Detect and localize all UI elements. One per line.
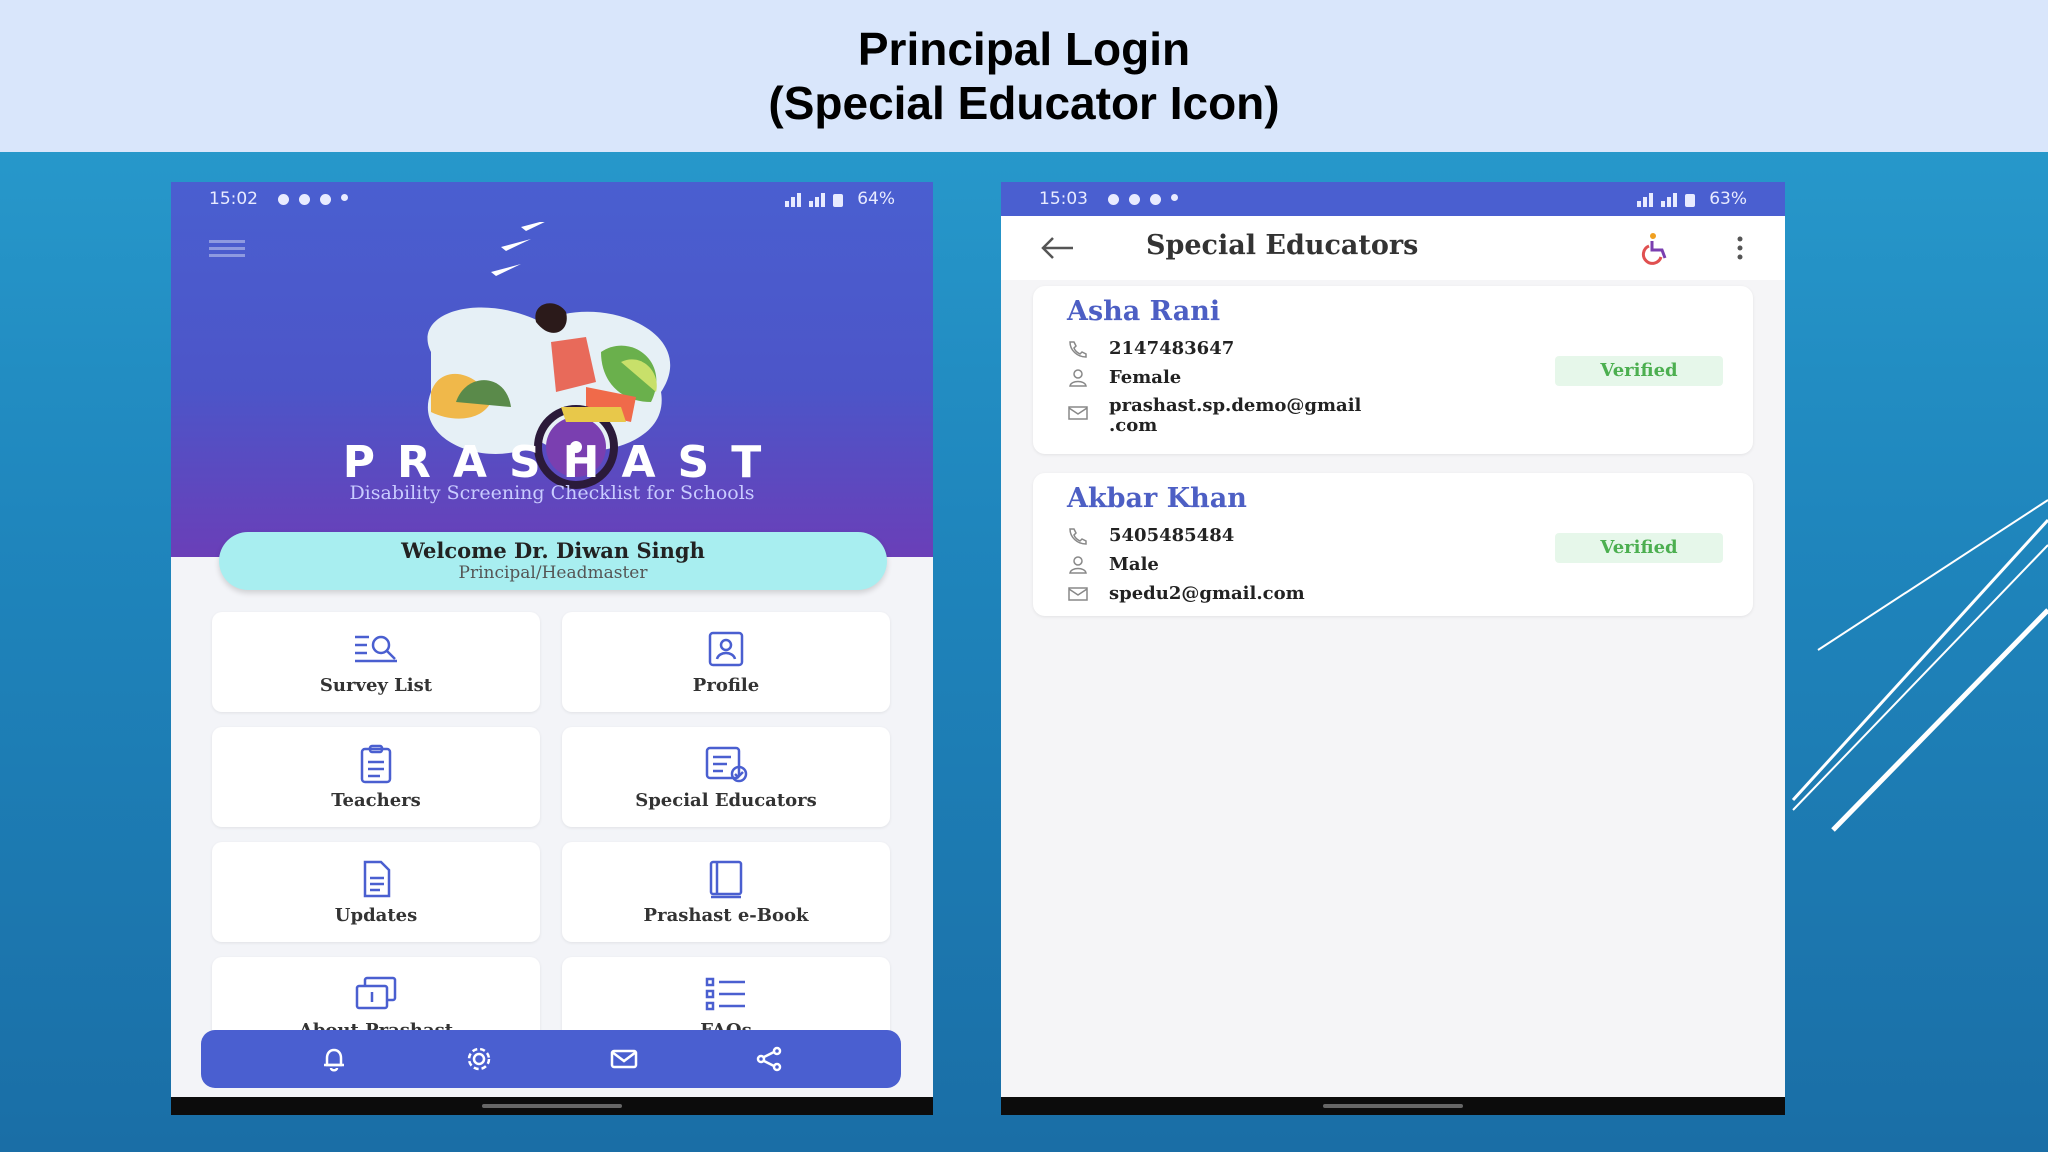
notification-icons xyxy=(278,194,348,205)
mail-icon xyxy=(1067,404,1089,422)
slide-title-line1: Principal Login xyxy=(857,23,1191,75)
battery-level: 64% xyxy=(857,189,895,209)
educator-phone: 5405485484 xyxy=(1109,525,1235,546)
tile-special-educators[interactable] xyxy=(562,727,890,827)
clipboard-icon xyxy=(353,744,399,784)
notification-icons xyxy=(1108,194,1178,205)
mail-icon[interactable] xyxy=(609,1044,639,1074)
gear-icon[interactable] xyxy=(464,1044,494,1074)
signal-icon xyxy=(785,191,845,207)
tile-updates[interactable] xyxy=(212,842,540,942)
back-arrow-icon[interactable] xyxy=(1039,234,1075,262)
tile-label: Prashast e-Book xyxy=(643,904,809,926)
list-icon xyxy=(703,974,749,1014)
educator-email-row xyxy=(1067,396,1361,436)
status-bar xyxy=(1001,182,1785,216)
app-bar xyxy=(1001,216,1785,280)
educator-name: Asha Rani xyxy=(1067,296,1221,327)
educator-card[interactable] xyxy=(1033,473,1753,616)
welcome-role: Principal/Headmaster xyxy=(458,563,648,583)
verified-badge: Verified xyxy=(1555,356,1723,386)
phone-screen-home xyxy=(171,182,933,1115)
status-time: 15:03 xyxy=(1039,189,1088,209)
phone-screen-special-educators xyxy=(1001,182,1785,1115)
tile-label: Survey List xyxy=(319,674,433,696)
person-icon xyxy=(1067,369,1089,387)
educator-email-cont: .com xyxy=(1109,415,1158,436)
educator-gender: Female xyxy=(1109,367,1182,388)
tile-ebook[interactable] xyxy=(562,842,890,942)
app-tagline: Disability Screening Checklist for Schools xyxy=(349,482,755,504)
educator-name: Akbar Khan xyxy=(1067,483,1247,514)
battery-level: 63% xyxy=(1709,189,1747,209)
educator-gender-row xyxy=(1067,367,1181,388)
slide-title-line2: (Special Educator Icon) xyxy=(768,77,1280,129)
mail-icon xyxy=(1067,585,1089,603)
book-icon xyxy=(703,859,749,899)
tile-profile[interactable] xyxy=(562,612,890,712)
educator-gender-row xyxy=(1067,554,1159,575)
system-nav-bar xyxy=(1001,1097,1785,1115)
status-bar xyxy=(171,182,933,216)
decorative-lines xyxy=(1788,470,2048,850)
signal-icon xyxy=(1637,191,1697,207)
educator-phone-row xyxy=(1067,338,1234,359)
educator-email-row xyxy=(1067,583,1305,604)
checklist-icon xyxy=(703,744,749,784)
educator-email: spedu2@gmail.com xyxy=(1109,583,1305,604)
bell-icon[interactable] xyxy=(319,1044,349,1074)
info-screen-icon xyxy=(353,974,399,1014)
educator-card[interactable] xyxy=(1033,286,1753,454)
status-time: 15:02 xyxy=(209,189,258,209)
educator-phone: 2147483647 xyxy=(1109,338,1235,359)
welcome-banner xyxy=(219,532,887,590)
share-icon[interactable] xyxy=(754,1044,784,1074)
system-nav-bar xyxy=(171,1097,933,1115)
phone-icon xyxy=(1067,340,1089,358)
tile-label: Updates xyxy=(334,904,418,926)
verified-badge: Verified xyxy=(1555,533,1723,563)
educator-email: prashast.sp.demo@gmail xyxy=(1109,395,1362,416)
tile-teachers[interactable] xyxy=(212,727,540,827)
survey-list-icon xyxy=(353,629,399,669)
profile-icon xyxy=(703,629,749,669)
educator-gender: Male xyxy=(1109,554,1159,575)
wheelchair-icon[interactable] xyxy=(1637,230,1673,266)
tile-label: Teachers xyxy=(331,789,421,811)
person-icon xyxy=(1067,556,1089,574)
page-title: Special Educators xyxy=(1146,230,1419,261)
tile-survey-list[interactable] xyxy=(212,612,540,712)
tile-label: Special Educators xyxy=(635,789,817,811)
document-icon xyxy=(353,859,399,899)
slide-header xyxy=(0,0,2048,152)
bottom-navigation xyxy=(201,1030,901,1088)
educator-phone-row xyxy=(1067,525,1234,546)
app-brand: PRASHAST xyxy=(342,437,784,488)
menu-icon[interactable] xyxy=(209,240,245,261)
tile-label: Profile xyxy=(692,674,760,696)
more-options-icon[interactable] xyxy=(1735,234,1745,262)
welcome-greeting: Welcome Dr. Diwan Singh xyxy=(401,538,705,563)
phone-icon xyxy=(1067,527,1089,545)
